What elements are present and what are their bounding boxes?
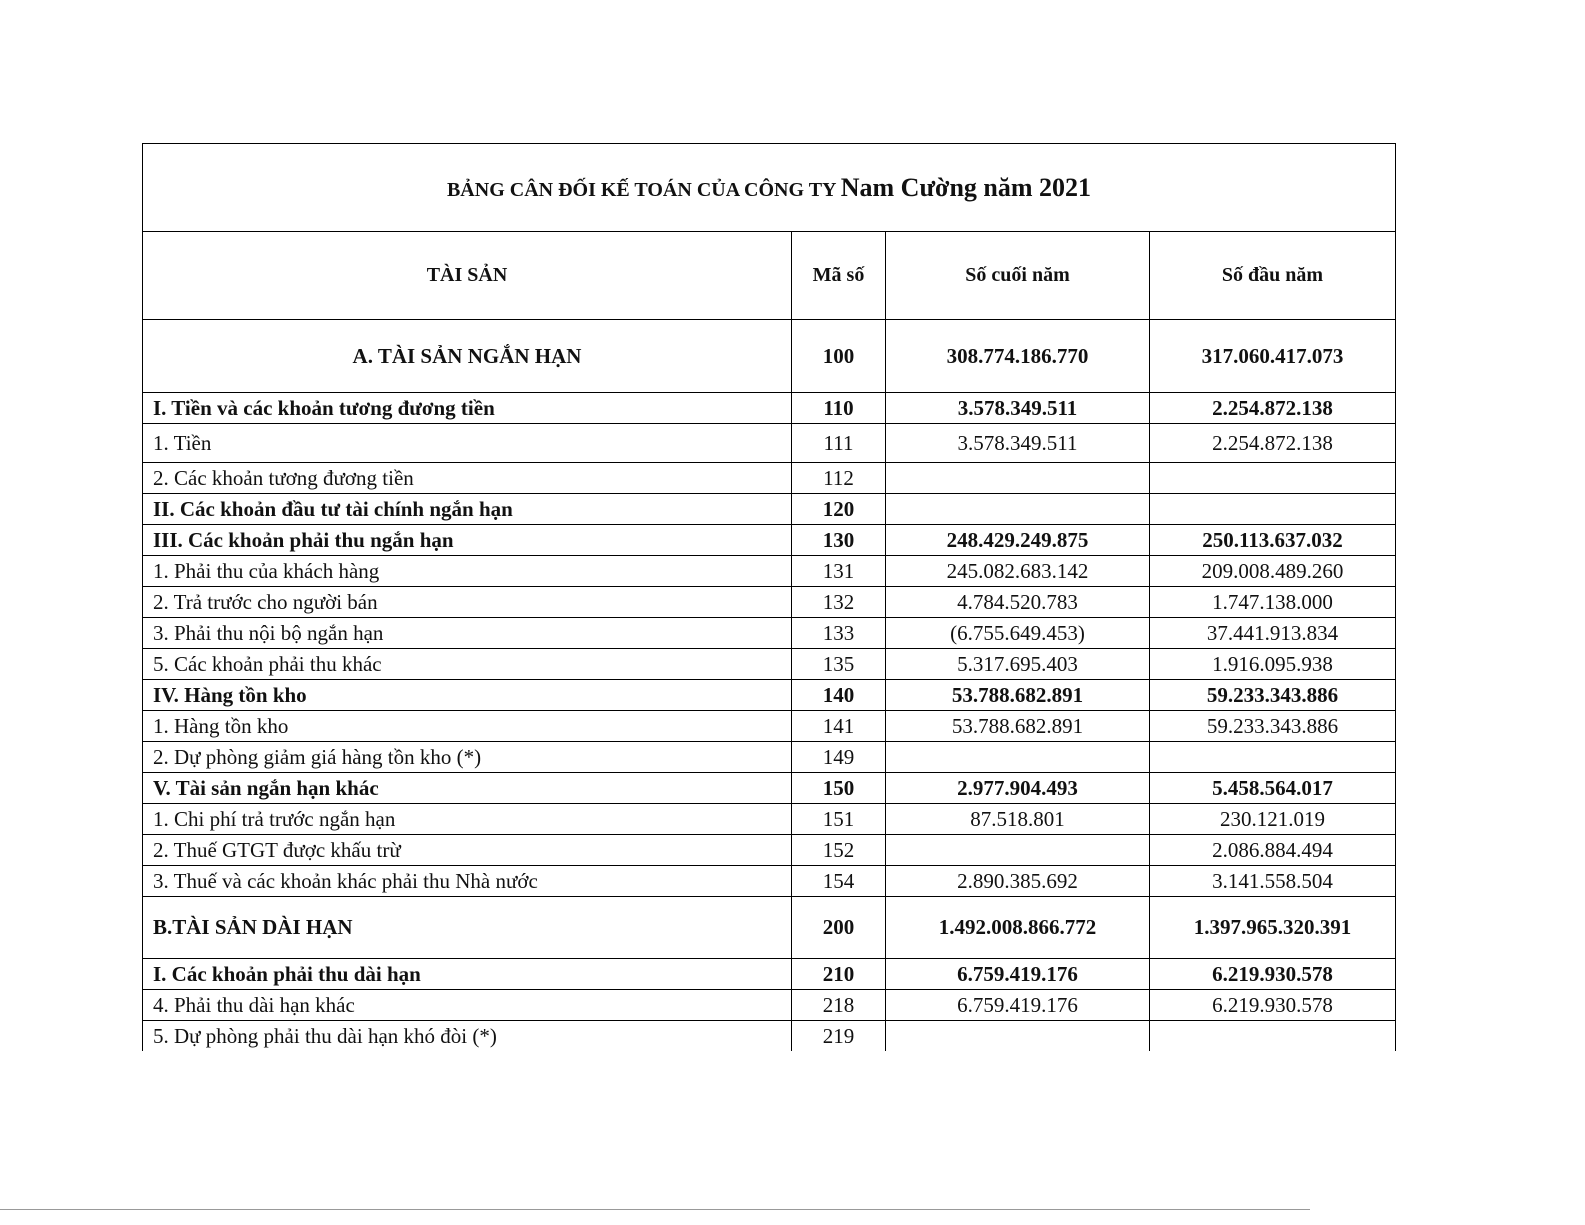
row-start-value: 2.254.872.138	[1150, 424, 1396, 463]
section-a-start: 317.060.417.073	[1150, 320, 1396, 393]
table-row	[143, 463, 1396, 494]
table-row	[143, 494, 1396, 525]
row-code: 133	[792, 618, 886, 649]
table-row	[143, 424, 1396, 463]
row-end-value: 2.890.385.692	[886, 866, 1150, 897]
title-prefix: BẢNG CÂN ĐỐI KẾ TOÁN CỦA CÔNG TY	[446, 178, 841, 201]
row-start-value: 6.219.930.578	[1150, 959, 1396, 990]
header-asset: TÀI SẢN	[143, 232, 792, 320]
row-asset-name: 5. Các khoản phải thu khác	[143, 649, 792, 680]
row-end-value: 87.518.801	[886, 804, 1150, 835]
title-company-year: Nam Cường năm 2021	[840, 172, 1092, 202]
row-end-value: 6.759.419.176	[886, 959, 1150, 990]
section-b-start: 1.397.965.320.391	[1150, 897, 1396, 959]
section-b-code: 200	[792, 897, 886, 959]
table-title	[143, 144, 1396, 232]
row-asset-name: 2. Dự phòng giảm giá hàng tồn kho (*)	[143, 742, 792, 773]
balance-sheet	[142, 143, 1395, 1051]
row-asset-name: II. Các khoản đầu tư tài chính ngắn hạn	[143, 494, 792, 525]
row-end-value	[886, 835, 1150, 866]
row-end-value: 6.759.419.176	[886, 990, 1150, 1021]
table-row	[143, 959, 1396, 990]
row-end-value	[886, 463, 1150, 494]
row-asset-name: I. Tiền và các khoản tương đương tiền	[143, 393, 792, 424]
header-code: Mã số	[792, 232, 886, 320]
row-code: 111	[792, 424, 886, 463]
row-start-value: 209.008.489.260	[1150, 556, 1396, 587]
row-start-value: 59.233.343.886	[1150, 680, 1396, 711]
row-start-value	[1150, 463, 1396, 494]
row-end-value: 245.082.683.142	[886, 556, 1150, 587]
section-b-end: 1.492.008.866.772	[886, 897, 1150, 959]
row-end-value: (6.755.649.453)	[886, 618, 1150, 649]
row-end-value: 2.977.904.493	[886, 773, 1150, 804]
row-start-value: 5.458.564.017	[1150, 773, 1396, 804]
row-code: 131	[792, 556, 886, 587]
row-code: 120	[792, 494, 886, 525]
row-asset-name: 1. Phải thu của khách hàng	[143, 556, 792, 587]
header-row	[143, 232, 1396, 320]
row-code: 112	[792, 463, 886, 494]
row-start-value: 2.254.872.138	[1150, 393, 1396, 424]
row-start-value: 1.916.095.938	[1150, 649, 1396, 680]
row-asset-name: I. Các khoản phải thu dài hạn	[143, 959, 792, 990]
section-b-row	[143, 897, 1396, 959]
balance-sheet-table	[142, 143, 1396, 1051]
row-code: 149	[792, 742, 886, 773]
section-a-end: 308.774.186.770	[886, 320, 1150, 393]
header-start-of-year: Số đầu năm	[1150, 232, 1396, 320]
row-code: 135	[792, 649, 886, 680]
row-code: 140	[792, 680, 886, 711]
row-end-value	[886, 742, 1150, 773]
table-row	[143, 711, 1396, 742]
table-body	[143, 320, 1396, 1052]
row-code: 154	[792, 866, 886, 897]
row-code: 151	[792, 804, 886, 835]
row-end-value: 53.788.682.891	[886, 680, 1150, 711]
row-end-value: 3.578.349.511	[886, 424, 1150, 463]
row-asset-name: IV. Hàng tồn kho	[143, 680, 792, 711]
row-asset-name: V. Tài sản ngắn hạn khác	[143, 773, 792, 804]
row-start-value	[1150, 494, 1396, 525]
header-end-of-year: Số cuối năm	[886, 232, 1150, 320]
row-asset-name: 2. Thuế GTGT được khấu trừ	[143, 835, 792, 866]
table-row	[143, 680, 1396, 711]
row-start-value	[1150, 742, 1396, 773]
table-row	[143, 742, 1396, 773]
row-end-value: 248.429.249.875	[886, 525, 1150, 556]
row-start-value: 3.141.558.504	[1150, 866, 1396, 897]
table-row	[143, 773, 1396, 804]
row-asset-name: 2. Trả trước cho người bán	[143, 587, 792, 618]
row-end-value: 5.317.695.403	[886, 649, 1150, 680]
row-end-value	[886, 1021, 1150, 1052]
section-a-row	[143, 320, 1396, 393]
row-end-value: 53.788.682.891	[886, 711, 1150, 742]
row-end-value: 3.578.349.511	[886, 393, 1150, 424]
table-row	[143, 618, 1396, 649]
table-row	[143, 835, 1396, 866]
table-row	[143, 525, 1396, 556]
table-row	[143, 990, 1396, 1021]
row-asset-name: III. Các khoản phải thu ngắn hạn	[143, 525, 792, 556]
section-a-name: A. TÀI SẢN NGẮN HẠN	[143, 320, 792, 393]
row-code: 150	[792, 773, 886, 804]
row-asset-name: 2. Các khoản tương đương tiền	[143, 463, 792, 494]
row-start-value: 6.219.930.578	[1150, 990, 1396, 1021]
section-a-code: 100	[792, 320, 886, 393]
row-code: 210	[792, 959, 886, 990]
table-row	[143, 1021, 1396, 1052]
row-code: 130	[792, 525, 886, 556]
row-asset-name: 1. Tiền	[143, 424, 792, 463]
table-row	[143, 649, 1396, 680]
section-b-name: B.TÀI SẢN DÀI HẠN	[143, 897, 792, 959]
row-code: 152	[792, 835, 886, 866]
row-end-value: 4.784.520.783	[886, 587, 1150, 618]
row-asset-name: 4. Phải thu dài hạn khác	[143, 990, 792, 1021]
row-asset-name: 3. Thuế và các khoản khác phải thu Nhà nước	[143, 866, 792, 897]
row-asset-name: 5. Dự phòng phải thu dài hạn khó đòi (*)	[143, 1021, 792, 1052]
row-start-value: 250.113.637.032	[1150, 525, 1396, 556]
row-start-value: 1.747.138.000	[1150, 587, 1396, 618]
row-code: 110	[792, 393, 886, 424]
row-code: 132	[792, 587, 886, 618]
row-asset-name: 3. Phải thu nội bộ ngắn hạn	[143, 618, 792, 649]
row-start-value: 2.086.884.494	[1150, 835, 1396, 866]
table-row	[143, 866, 1396, 897]
row-start-value: 37.441.913.834	[1150, 618, 1396, 649]
row-start-value: 230.121.019	[1150, 804, 1396, 835]
row-code: 218	[792, 990, 886, 1021]
row-asset-name: 1. Chi phí trả trước ngắn hạn	[143, 804, 792, 835]
page-footer-line	[0, 1209, 1310, 1210]
row-start-value: 59.233.343.886	[1150, 711, 1396, 742]
table-row	[143, 393, 1396, 424]
row-code: 219	[792, 1021, 886, 1052]
row-end-value	[886, 494, 1150, 525]
table-row	[143, 804, 1396, 835]
row-start-value	[1150, 1021, 1396, 1052]
title-row	[143, 144, 1396, 232]
row-asset-name: 1. Hàng tồn kho	[143, 711, 792, 742]
row-code: 141	[792, 711, 886, 742]
table-row	[143, 556, 1396, 587]
table-row	[143, 587, 1396, 618]
